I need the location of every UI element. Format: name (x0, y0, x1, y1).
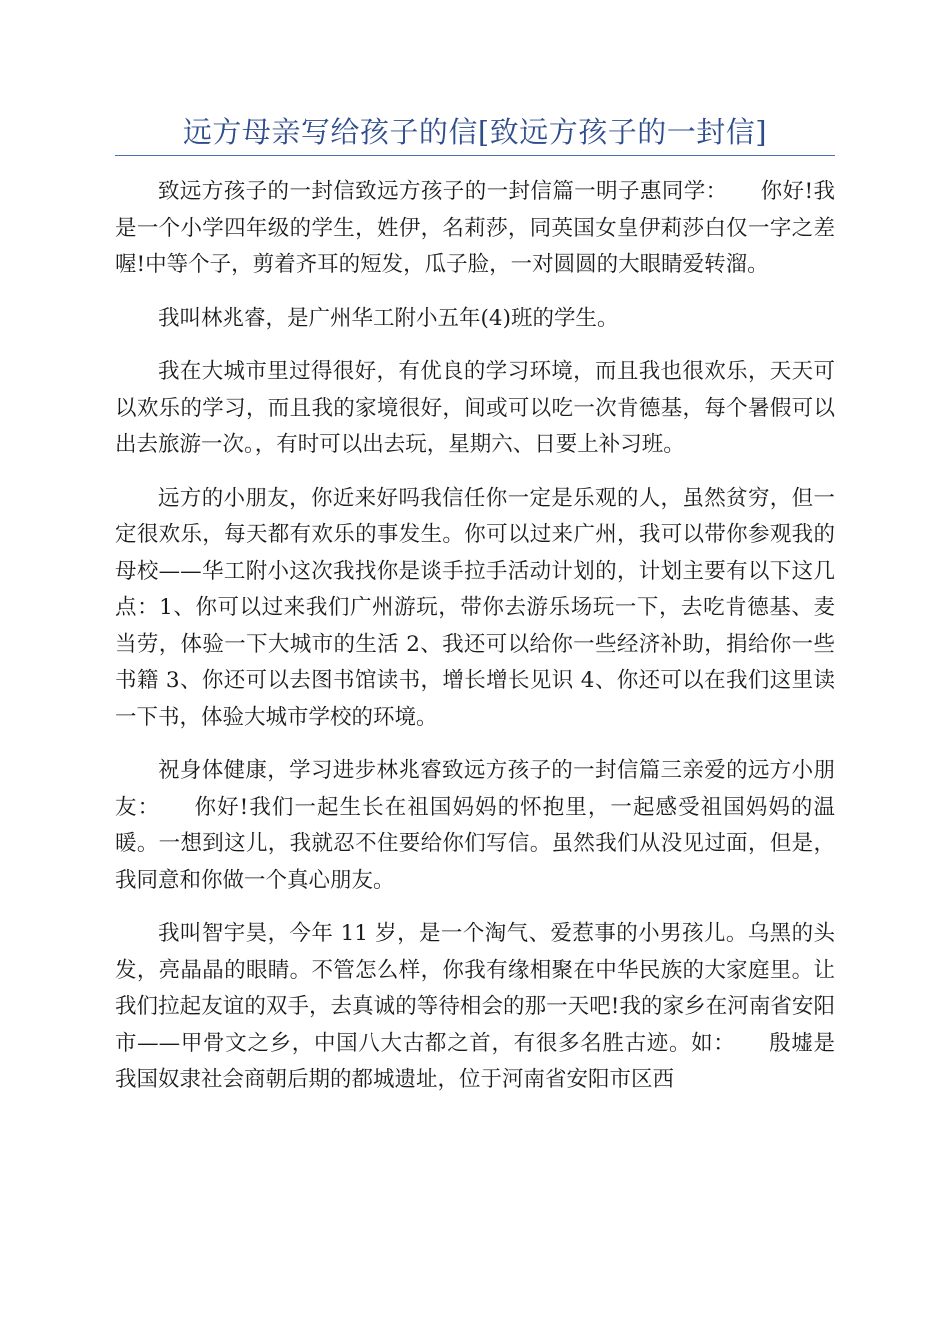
paragraph-4: 远方的小朋友，你近来好吗我信任你一定是乐观的人，虽然贫穷，但一定很欢乐，每天都有欢乐的事发生。你可以过来广州，我可以带你参观我的母校——华工附小这次我找你是谈手拉手活动计划的，计划主要有以下这几点：1、你可以过来我们广州游玩，带你去游乐场玩一下，去吃肯德基、麦当劳，体验一下大城市的生活 2、我还可以给你一些经济补助，捐给你一些书籍 3、你还可以去图书馆读书，增长增长见识 4、你还可以在我们这里读一下书，体验大城市学校的环境。 (115, 485, 835, 730)
paragraph-2: 我叫林兆睿，是广州华工附小五年(4)班的学生。 (158, 305, 619, 331)
paragraph-3: 我在大城市里过得很好，有优良的学习环境，而且我也很欢乐，天天可以欢乐的学习，而且我的家境很好，间或可以吃一次肯德基，每个暑假可以出去旅游一次。，有时可以出去玩，星期六、日要上补习班。 (115, 359, 835, 457)
paragraph-1: 致远方孩子的一封信致远方孩子的一封信篇一明子惠同学： 你好!我是一个小学四年级的学生，姓伊，名莉莎，同英国女皇伊莉莎白仅一字之差喔!中等个子，剪着齐耳的短发，瓜子脸，一对圆圆的大眼睛爱转溜。 (115, 179, 835, 277)
document-body (115, 174, 835, 1116)
document-title: 远方母亲写给孩子的信[致远方孩子的一封信] (182, 115, 768, 149)
paragraph-5: 祝身体健康，学习进步林兆睿致远方孩子的一封信篇三亲爱的远方小朋友： 你好!我们一起生长在祖国妈妈的怀抱里，一起感受祖国妈妈的温暖。一想到这儿，我就忍不住要给你们写信。虽然我们从没见过面，但是，我同意和你做一个真心朋友。 (115, 758, 835, 893)
title-underline (115, 155, 835, 156)
paragraph-6: 我叫智宇昊，今年 11 岁，是一个淘气、爱惹事的小男孩儿。乌黑的头发，亮晶晶的眼睛。不管怎么样，你我有缘相聚在中华民族的大家庭里。让我们拉起友谊的双手，去真诚的等待相会的那一天吧!我的家乡在河南省安阳市——甲骨文之乡，中国八大古都之首，有很多名胜古迹。如： 殷墟是我国奴隶社会商朝后期的都城遗址，位于河南省安阳市区西 (115, 921, 835, 1092)
